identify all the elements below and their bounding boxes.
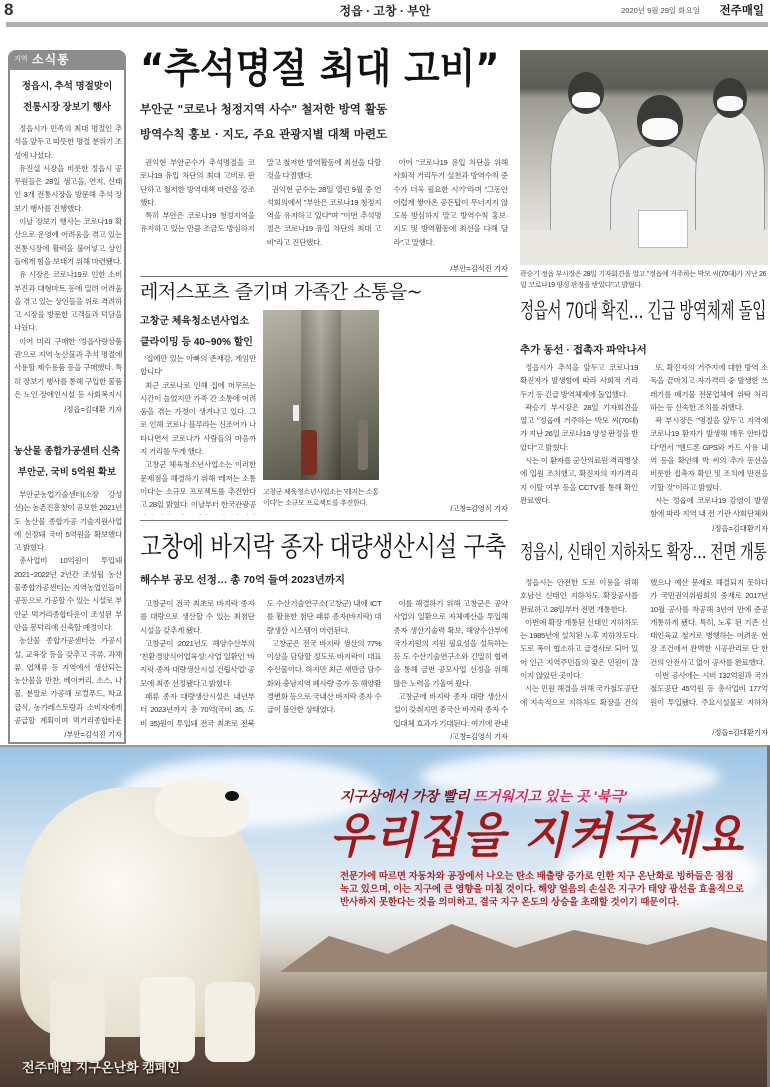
- paragraph: 고창군은 전국 바지락 생산의 77% 이상을 담당할 정도로 바지락이 대표 수산물이다. 하지만 최근 새만금 담수화와 충남지역 폐사량 증가 등 해양환경변화 등으로 국내산 바지락 종자 수급이 불안한 상태였다.: [266, 638, 382, 715]
- clam-subhead: 해수부 공모 선정… 총 70억 들여 2023년까지: [140, 574, 346, 586]
- paragraph: 부안군농업기술센터(소장 강성선)는 농촌진흥청이 공모한 2021년도 농산물 종합가공 기술지원사업에 선정돼 국비 5억원을 확보했다고 밝혔다.: [14, 490, 122, 553]
- paragraph: 정읍시가 추석을 앞두고 코로나19 확진자가 발생함에 따라 사회적 거리두기 등 긴급 방역체제에 돌입했다.: [520, 363, 638, 399]
- local-news-tab: [8, 50, 126, 70]
- paragraph: 시는 정읍에 코로나19 감염이 발생함에 따라 지역 내 전 기관 사회단체와: [650, 495, 768, 519]
- header-divider: [6, 22, 768, 27]
- sidebar-article-title: 전통시장 장보기 행사: [23, 102, 111, 113]
- press-conference-photo: [520, 50, 768, 265]
- ad-headline: 우리집을 지켜주세요: [330, 808, 745, 864]
- leisure-article-body: [140, 352, 256, 515]
- paragraph: 시는 민원 해결을 위해 국가철도공단에 지속적으로 지하차도 확장을 건의했으나 예산 문제로 해결되지 못하다가 국민권익위원회의 중재로 2017년 10월 공사를 착공해 3년여 만에 준공 개통하게 됐다. 특히, 노후 된 기존 신태인육교 철거로 병행하는 어려운 현장 조건에서 완벽한 시공관리로 단 한 건의 안전사고 없이 공사를 완료했다.: [520, 578, 768, 707]
- byline: /부안=김석진 기자: [14, 729, 122, 740]
- ad-kicker-highlight: 뜨거워지고 있는 곳 '북극': [473, 788, 627, 804]
- paragraph: 권익현 군수는 28일 열린 9월 중 연석회의에서 "부안은 코로나19 청정지역을 유지하고 있다"며 "이번 추석명절은 코로나19 유입 차단의 최대 고비"라고 진단했다.: [266, 184, 382, 247]
- paragraph: 이날 장보기 행사는 코로나19 확산으로 운영에 어려움을 겪고 있는 전통시장에 활력을 불어넣고 상인들에게 힘을 보태기 위해 마련됐다.: [14, 217, 122, 266]
- paragraph: 이를 해결하기 위해 고창군은 공약사업의 일환으로 자체예산을 투입해 종자 생산기술력 확보, 해양수산부에 국가지원의 지원 필요성을 설득하는 등 도 수산기술연구소와 긴밀히 협력을 통해 금번 공모사업 선정을 위해 많은 노력을 기울여 왔다.: [393, 599, 508, 688]
- leisure-subhead: 고창군 체육청소년사업소: [140, 316, 250, 327]
- covid-subhead: 추가 동선 · 접촉자 파악나서: [520, 344, 647, 356]
- divider: [140, 276, 508, 277]
- tab-label-small: 지역: [14, 55, 28, 63]
- lead-article-body: [140, 156, 508, 262]
- section-title: 정읍 · 고창 · 부안: [339, 4, 431, 18]
- covid-headline: 정읍서 70대 확진… 긴급 방역체제 돌입: [520, 299, 766, 324]
- paragraph: 시는 이 환자를 군산의료원 격리병상에 입원 조치했고, 확진자의 자가격리지 이탈 여부 등을 CCTV를 통해 확인 완료했다.: [520, 456, 638, 505]
- climbing-photo: [263, 310, 379, 480]
- byline: /고창=김영식 기자: [385, 731, 508, 742]
- ad-body: 전문가에 따르면 자동차와 공장에서 나오는 탄소 배출량 증가로 인한 지구 온난화로 빙하들은 점점 녹고 있으며, 이는 지구에 큰 영향을 미칠 것이다. 해양 얼음의 손실은 지구가 태양 광선을 효율적으로 반사하지 못한다는 것을 의미하고, 결국 지구 온도의 상승을 초래할 것이기 때문이다.: [340, 870, 744, 907]
- paragraph: 곽승기 부시장은 28일 기자회견을 열고 "정읍에 거주하는 박모 씨(70대)가 지난 26일 코로나19 양성 판정을 받았다"고 밝혔다.: [520, 402, 639, 452]
- paragraph: 유진섭 시장을 비롯한 정읍시 공무원들은 28일 샘고을, 연지, 신태인 3개 전통시장을 방문해 추석 장보기 행사를 진행했다.: [14, 163, 122, 213]
- ad-kicker: [340, 788, 627, 804]
- page-number: 8: [4, 0, 14, 19]
- paragraph: 정읍시가 민족의 최대 명절인 추석을 앞두고 따뜻한 명절 분위기 조성에 나섰다.: [14, 124, 122, 160]
- paragraph: '집에만 있는 아빠의 존재감, 게임만 합니다': [140, 354, 256, 377]
- sidebar-article-title: 부안군, 국비 5억원 확보: [17, 467, 117, 478]
- paragraph: 정읍시는 안전한 도로 이용을 위해 호남선 신태인 지하차도 확장공사를 완료하고 28일부터 전면 개통한다.: [520, 578, 638, 614]
- paragraph: 패류 종자 대량생산시설은 내년부터 2023년까지 총 70억(국비 35, 도비 35)원이 투입돼 전국 최초로 전북도 수산기술연구소(고창군) 내에 ICT를 활용한 첨단 패류 종자(바지락) 대량생산 시스템이 마련된다.: [140, 599, 382, 728]
- ad-kicker-text: 지구상에서 가장 빨리: [340, 788, 474, 804]
- paragraph: 곽 부시장은 "명절을 앞두고 지역에 코로나19 환자가 발생해 매우 안타깝다"면서 "핸드폰 GPS와 카드 사용 내역 등을 확인해 박 씨의 추가 동선을 비롯한 접촉자 확인 및 조치에 만전을 기할 것"이라고 밝혔다.: [650, 416, 768, 492]
- paragraph: 권익현 부안군수가 추석명절을 코로나19 유입 차단의 최대 고비로 판단하고 철저한 방역대책 마련을 강조했다.: [140, 158, 255, 207]
- paragraph: 총사업비 10억원이 투입돼 2021~2022년 2년간 조성될 농산물종합가공센터는 지역농업인들이 공동으로 가공할 수 있는 시설로 부안군 먹거리종합타운이 조성된 부안읍 봉덕리에 신축할 예정이다.: [14, 556, 122, 632]
- paragraph: 이번 공사에는 시비 132억원과 국가철도공단 45억원 등 총사업비 177억원이 투입됐다. 주요시설물로 지하차: [650, 671, 768, 707]
- paragraph: 고창군에 바지락 종자 대량 생산시설이 갖춰지면 중국산 바지락 종자 수입대체 효과가 기대된다. 여기에 관내: [393, 692, 508, 728]
- divider: [140, 520, 508, 521]
- underpass-article-body: [520, 576, 768, 722]
- lead-headline: “추석명절 최대 고비”: [140, 46, 500, 92]
- covid-article-body: [520, 361, 768, 521]
- clam-headline: 고창에 바지락 종자 대량생산시설 구축: [140, 532, 506, 563]
- paragraph: 최근 코로나로 인해 집에 머무르는 시간이 늘었지만 가족 간 소통에 어려움을 겪는 가정이 생겨나고 있다. 그로 인해 코로나 블루라는 신조어가 나타나면서 코로나가 사람들의 마음까지 거리를 두게 했다.: [140, 380, 256, 457]
- paragraph: 고창군이 2021년도 해양수산부의 '친환경양식어업육성' 사업 일환인 '바지락 종자 대량생산시설 건립사업' 공모에 최종 선정됐다고 밝혔다.: [140, 638, 255, 688]
- paragraph: 이어 "코로나19 유입 차단을 위해 사회적 거리두기 실천과 방역수칙 준수가 더욱 필요한 시기"라며 "그동안 어렵게 쌓아온 공든탑이 무너지지 않도록 방심하지 말고 방역수칙 홍보·지도 및 방역활동에 최선을 다해 달라"고 말했다.: [393, 158, 508, 247]
- byline: /정읍=김대환기자: [650, 523, 768, 534]
- newspaper-name: 전주매일: [719, 5, 764, 17]
- lead-subhead: 방역수칙 홍보 · 지도, 주요 관광지별 대책 마련도: [140, 127, 388, 141]
- underpass-headline: 정읍시, 신태인 지하차도 확장… 전면 개통: [520, 541, 767, 563]
- lead-subhead: 부안군 "코로나 청정지역 사수" 철저한 방역 활동: [140, 102, 388, 116]
- leisure-headline: 레저스포츠 즐기며 가족간 소통을~: [140, 281, 422, 303]
- sidebar-article-title: 농산물 종합가공센터 신축: [13, 446, 121, 457]
- ad-footer: 전주매일 지구온난화 캠페인: [22, 1060, 180, 1075]
- sidebar-article-title: 정읍시, 추석 명절맞이: [21, 81, 113, 92]
- paragraph: 또, 확진자의 거주지에 대한 방역 소독을 끝마치고 자가격리 중 발생한 쓰레기를 폐기물 전문업체에 위탁 처리하는 등 신속한 조치를 취했다.: [650, 363, 768, 412]
- byline: /부안=김석진 기자: [385, 263, 508, 274]
- paragraph: 이어 미리 구매한 '정읍사랑상품권'으로 지역 농산물과 추석 명절에 사용할 제수용품 등을 구매했다. 특히 장보기 행사를 통해 구입한 물품은 노인·장애인시설 등 사회복지시: [14, 336, 122, 399]
- paragraph: 이번에 확장 개통된 신태인 지하차도는 1985년에 설치된 노후 지하차도다. 도로 폭이 협소하고 급경사로 되어 있어 인근 지역주민들의 잦은 민원이 끊이지 않았던 곳이다.: [520, 617, 638, 681]
- paragraph: 유 시장은 코로나19로 인한 소비 부진과 대형마트 등에 밀려 어려움을 겪고 있는 상인들을 위로·격려하고 시장을 방문한 고객들과 덕담을 나눴다.: [14, 270, 122, 333]
- paragraph: 특히 부안은 코로나19 청정지역을 유지하고 있는 만큼 조금도 방심하지 말고 철저한 방역활동에 최선을 다할 것을 다짐했다.: [140, 158, 382, 234]
- paragraph: 고창군 체육청소년사업소는 이러한 문제점을 해결하기 위해 '레저는 소통이다'는 소규모 프로젝트를 추진한다고 28일 밝혔다. 이날부터 한국관광공: [140, 460, 256, 510]
- leisure-subhead: 클라이밍 등 40~90% 할인: [140, 337, 253, 348]
- clam-article-body: [140, 597, 508, 730]
- sidebar-article-body: [14, 488, 122, 727]
- byline: /정읍=김대환기자: [650, 727, 768, 738]
- tab-label-big: 소식통: [31, 52, 70, 67]
- paragraph: 고창군이 전국 최초로 바지락 종자를 대량으로 생산할 수 있는 최첨단 시설을 갖추게 됐다.: [140, 599, 255, 635]
- photo-caption: 고창군 체육청소년사업소는 '레저는 소통이다'는 소규모 프로젝트를 추진한다.: [263, 489, 379, 507]
- photo-caption: 곽승기 정읍 부시장은 28일 기자회견을 열고 "정읍에 거주하는 박모 씨(70대)가 지난 26일 코로나19 양성 판정을 받았다"고 밝혔다.: [520, 271, 767, 289]
- sidebar-article-body: [14, 122, 122, 401]
- paragraph: 농산물 종합가공센터는 가공시설, 교육장 등을 갖추고 곡류, 과채류, 엽채류 등 지역에서 생산되는 농산물을 반찬, 베이커리, 소스, 나물, 분말로 가공해 로컬푸드, 학교급식, 농가레스토랑과 소비자에게 공급할 계획이며 먹거리종합타운: [14, 636, 122, 726]
- issue-date: 2020년 9월 29일 화요일: [621, 6, 700, 15]
- byline: /정읍=김대환 기자: [14, 404, 122, 415]
- byline: /고창=김영식 기자: [385, 503, 508, 514]
